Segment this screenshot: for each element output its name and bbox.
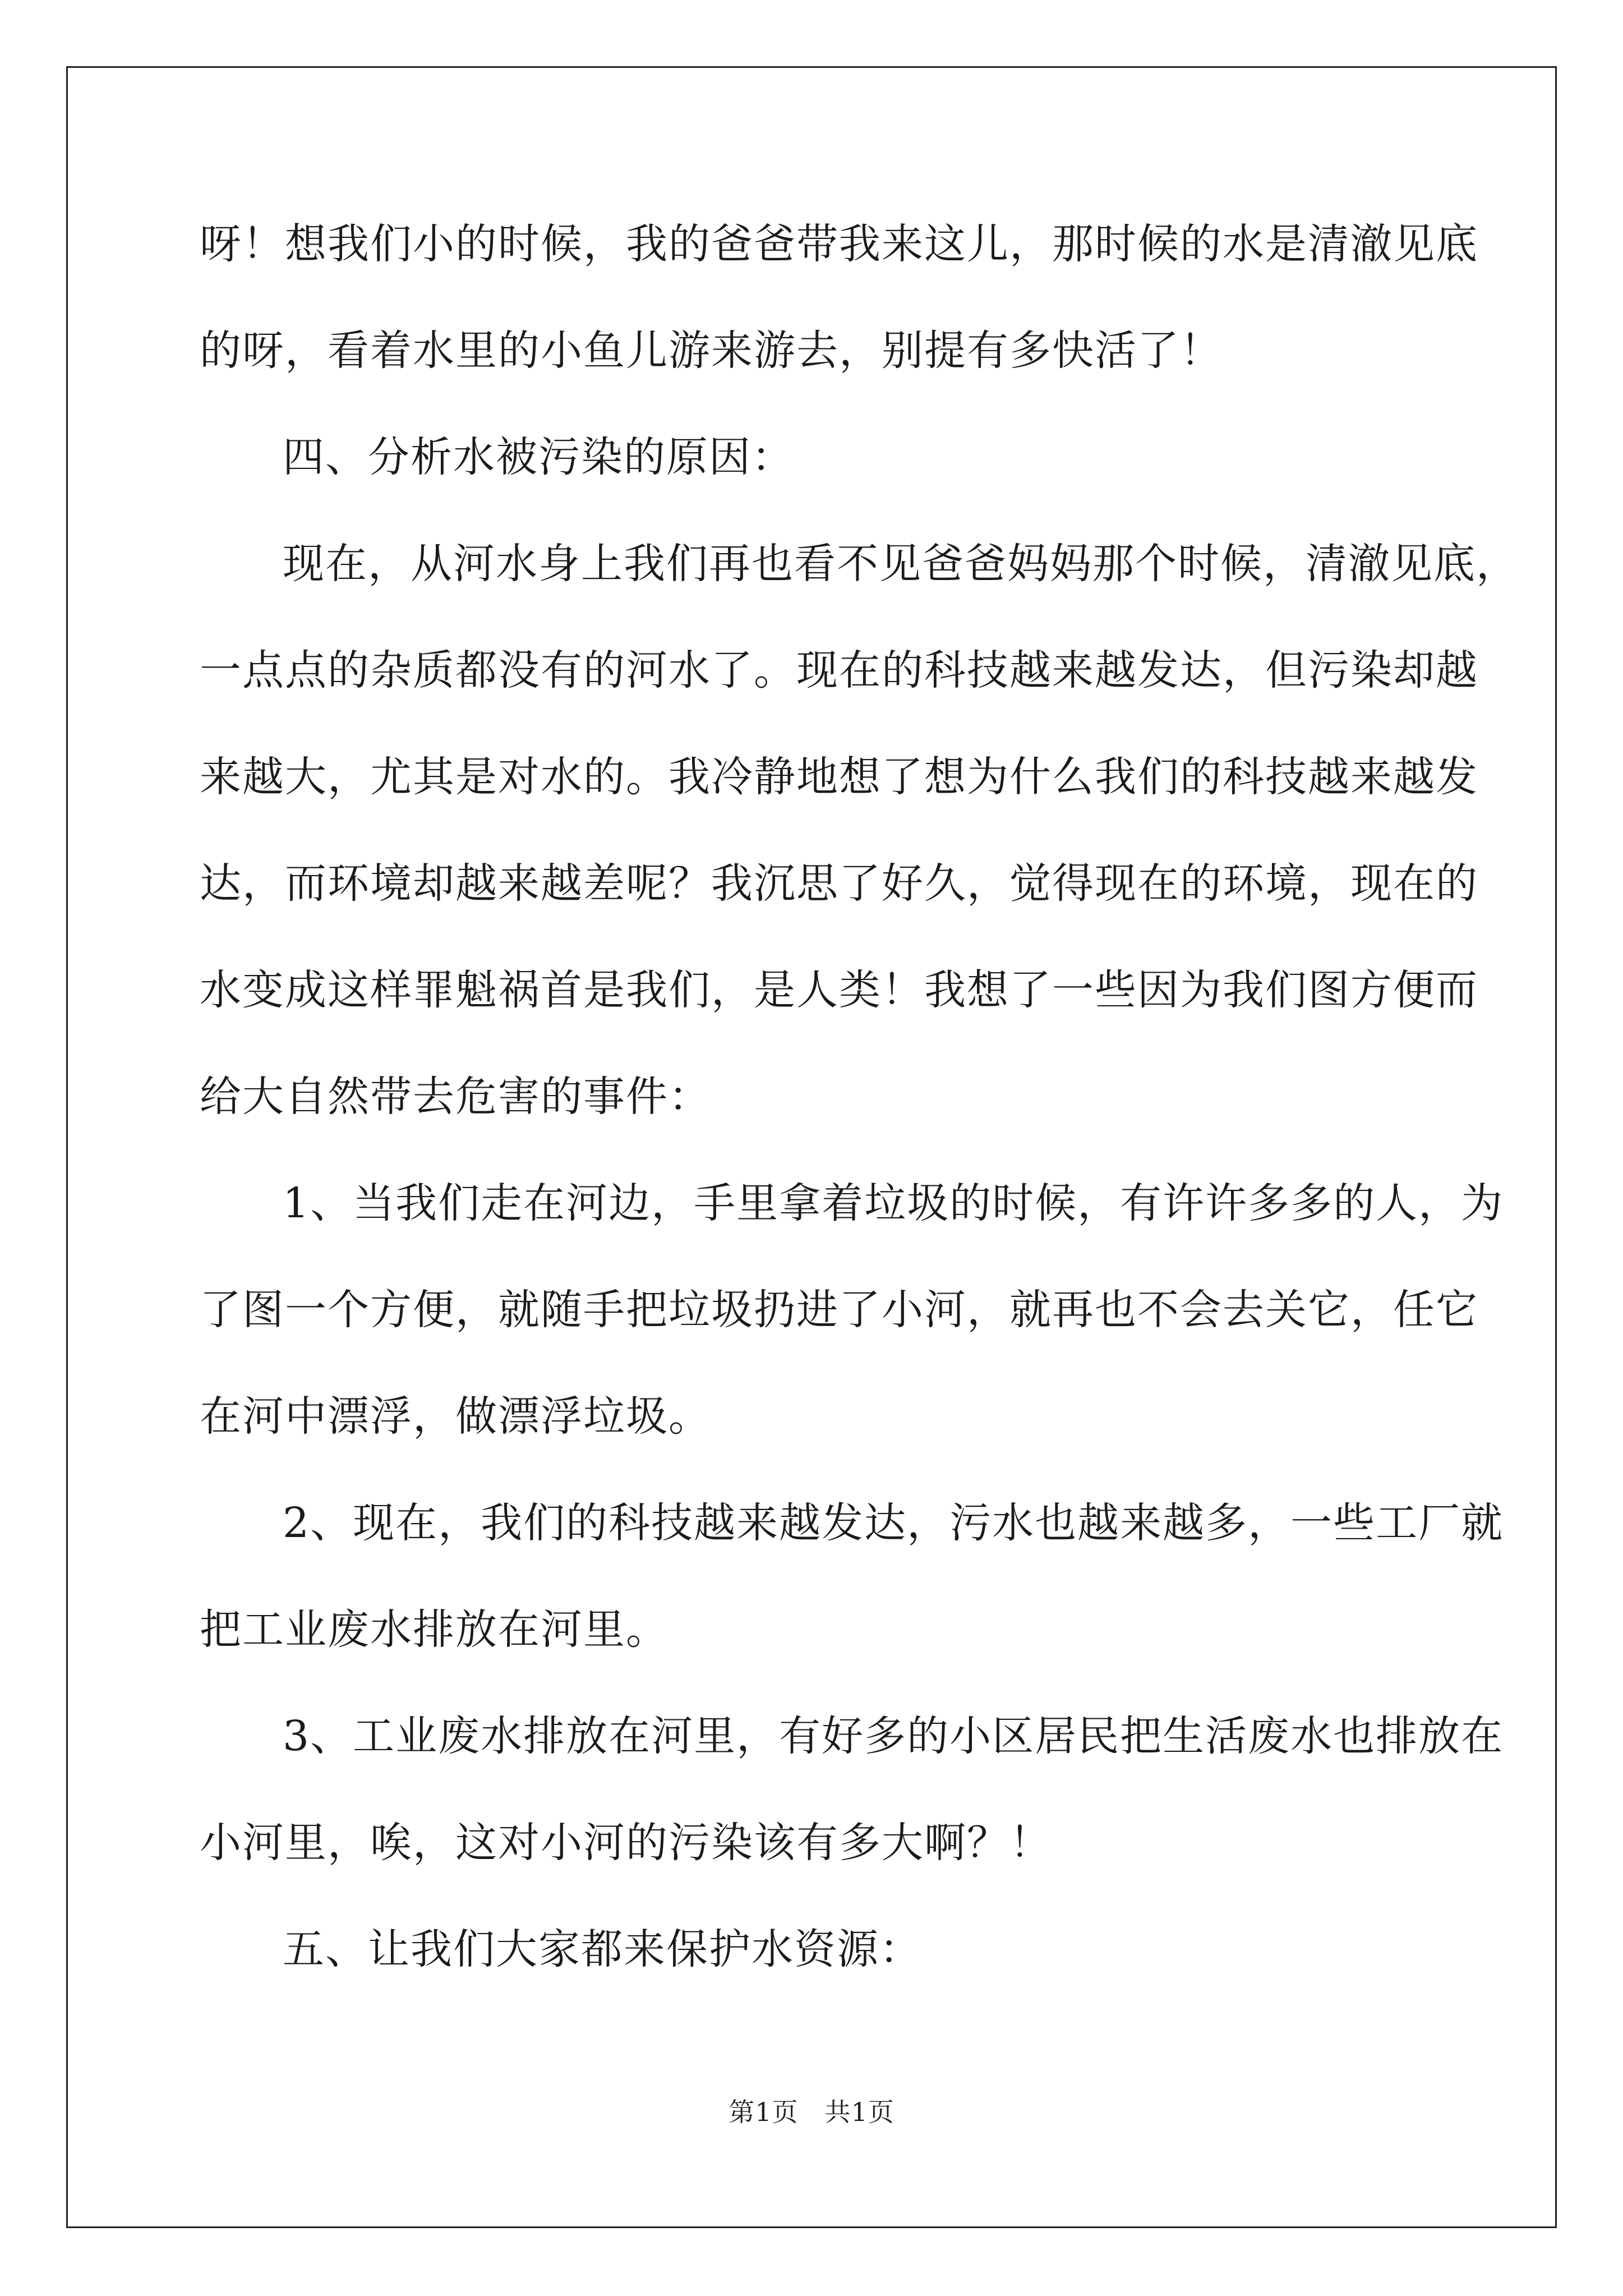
page-number-footer: 第1页 共1页 [728,2097,895,2127]
text-line: 水变成这样罪魁祸首是我们，是人类！我想了一些因为我们图方便而 [200,966,1478,1014]
section-heading: 五、让我们大家都来保护水资源： [283,1925,922,1973]
list-item: 3、工业废水排放在河里，有好多的小区居民把生活废水也排放在 [283,1712,1504,1760]
page-border [66,66,1557,2228]
text-line: 达，而环境却越来越差呢？我沉思了好久，觉得现在的环境，现在的 [200,859,1478,908]
text-line: 来越大，尤其是对水的。我冷静地想了想为什么我们的科技越来越发 [200,753,1478,801]
text-line: 现在，从河水身上我们再也看不见爸爸妈妈那个时候，清澈见底， [283,540,1519,588]
text-line: 把工业废水排放在河里。 [200,1605,668,1654]
list-item: 1、当我们走在河边，手里拿着垃圾的时候，有许许多多的人，为 [283,1179,1504,1227]
text-line: 小河里，唉，这对小河的污染该有多大啊？！ [200,1819,1052,1867]
text-line: 给大自然带去危害的事件： [200,1073,711,1121]
text-line: 呀！想我们小的时候，我的爸爸带我来这儿，那时候的水是清澈见底 [200,220,1478,268]
list-item: 2、现在，我们的科技越来越发达，污水也越来越多，一些工厂就 [283,1499,1504,1547]
text-line: 了图一个方便，就随手把垃圾扔进了小河，就再也不会去关它，任它 [200,1286,1478,1334]
text-line: 的呀，看着水里的小鱼儿游来游去，别提有多快活了！ [200,326,1223,375]
section-heading: 四、分析水被污染的原因： [283,433,794,481]
text-line: 在河中漂浮，做漂浮垃圾。 [200,1392,711,1441]
text-line: 一点点的杂质都没有的河水了。现在的科技越来越发达，但污染却越 [200,646,1478,694]
